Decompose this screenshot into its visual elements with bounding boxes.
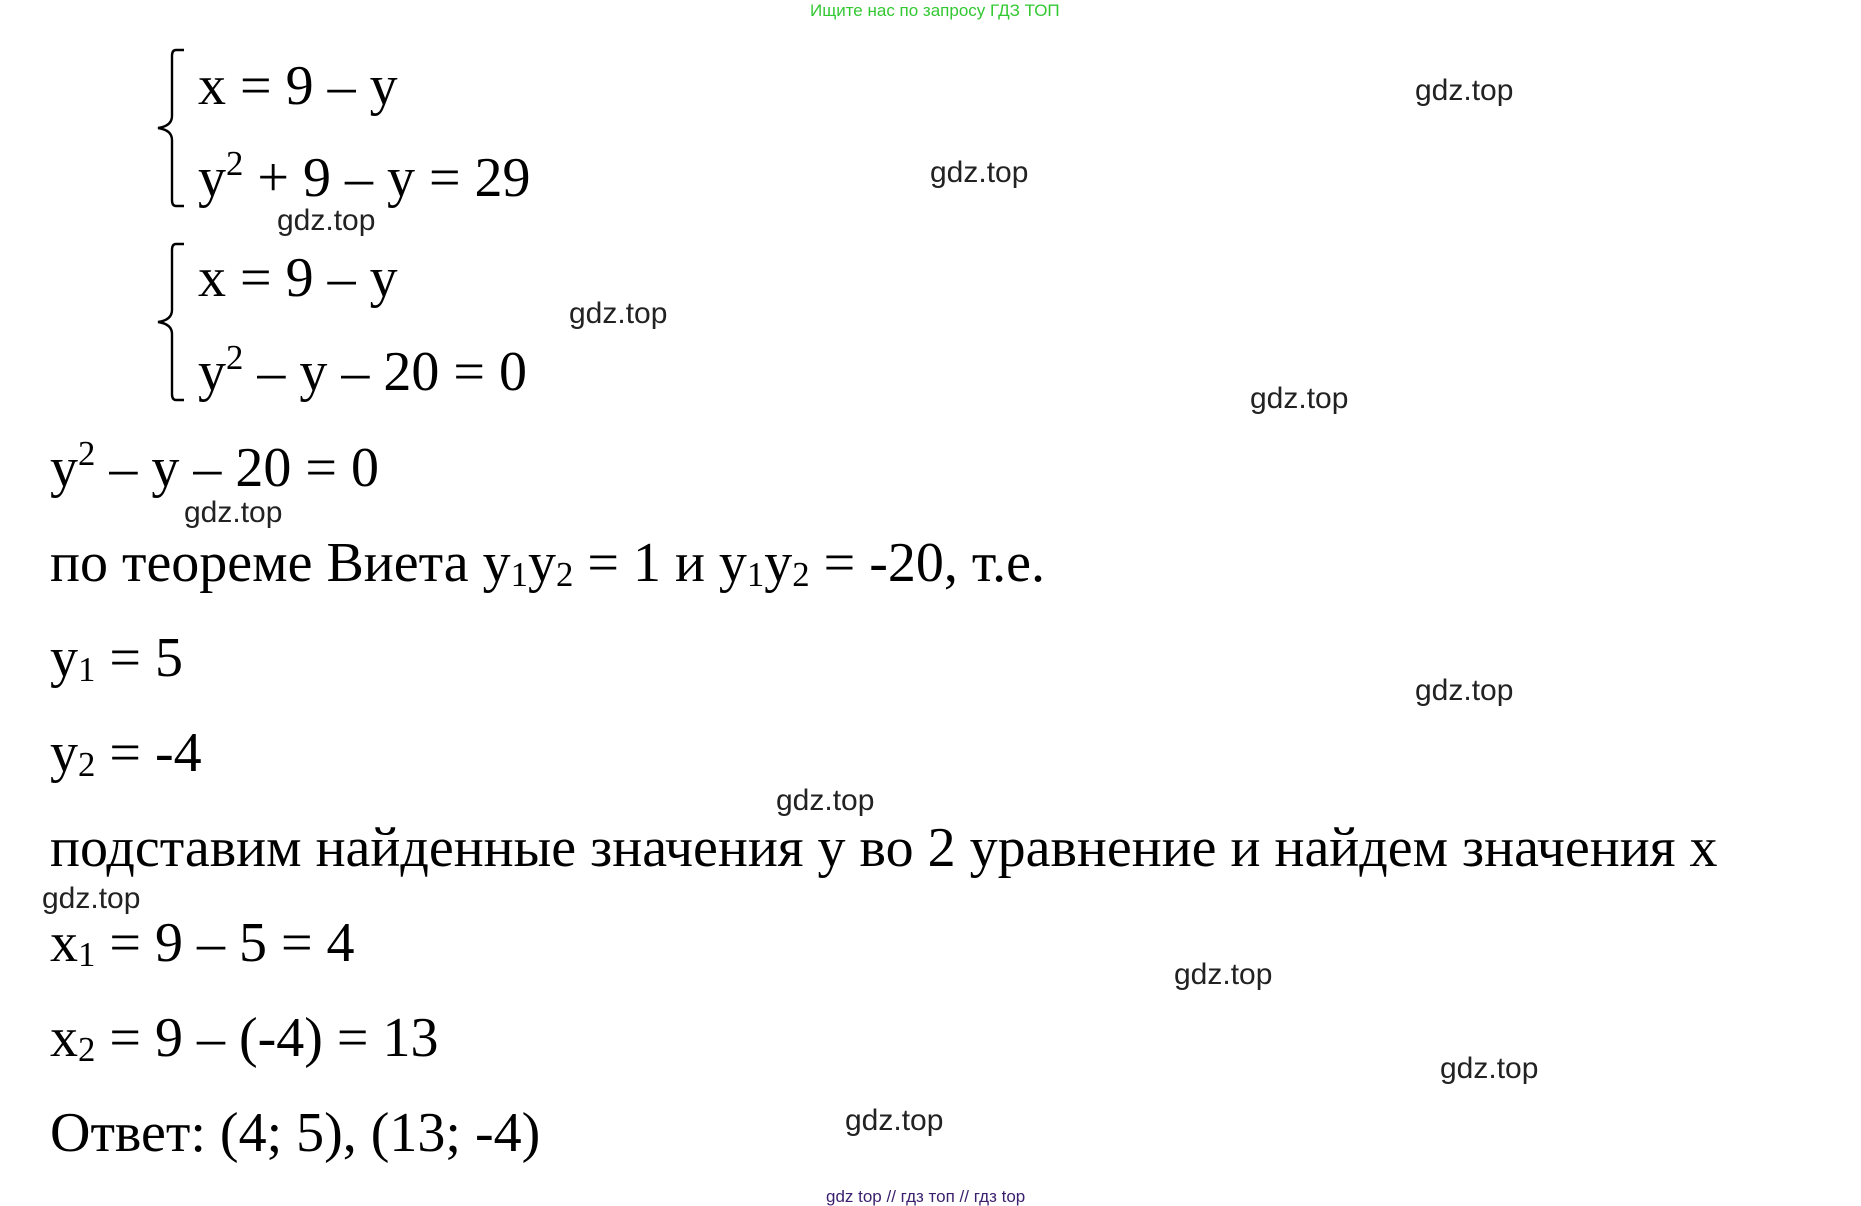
watermark: gdz.top: [930, 156, 1029, 189]
watermark: gdz.top: [1415, 674, 1514, 707]
footer-separator: //: [881, 1187, 901, 1206]
watermark: gdz.top: [277, 204, 376, 237]
system1-equation-1: x = 9 – y: [198, 55, 398, 117]
watermark: gdz.top: [776, 784, 875, 817]
watermark: gdz.top: [184, 496, 283, 529]
watermark: gdz.top: [1440, 1052, 1539, 1085]
value-x2: $x_2 = 9 - (-4) = 13$: [50, 1007, 439, 1070]
quadratic-equation: $y^2 - y - 20 = 0$: [50, 434, 379, 499]
system2-equation-1: x = 9 – y: [198, 247, 398, 309]
vieta-theorem-line: по теореме Виета $y_1y_2 = 1$ и $y_1y_2 = -20$, т.е.: [50, 532, 1045, 595]
watermark: gdz.top: [1250, 382, 1349, 415]
watermark: gdz.top: [845, 1104, 944, 1137]
header-search-link[interactable]: Ищите нас по запросу ГДЗ ТОП: [810, 1, 1060, 20]
root-y2: $y_2 = -4$: [50, 722, 202, 785]
value-x1: $x_1 = 9 - 5 = 4$: [50, 912, 355, 975]
footer-link-gdz-top[interactable]: gdz top: [826, 1187, 882, 1206]
answer-line: Ответ: (4; 5), (13; -4): [50, 1102, 541, 1164]
footer-separator: //: [954, 1187, 974, 1206]
system-brace-1: [150, 48, 190, 208]
system-brace-2: [150, 242, 190, 402]
watermark: gdz.top: [42, 882, 141, 915]
watermark: gdz.top: [1174, 958, 1273, 991]
watermark: gdz.top: [1415, 74, 1514, 107]
root-y1: $y_1 = 5$: [50, 627, 183, 690]
system1-equation-2: $y^2 + 9 - y = 29$: [198, 144, 531, 209]
substitution-text: подставим найденные значения y во 2 уравнение и найдем значения x: [50, 817, 1718, 879]
watermark: gdz.top: [569, 297, 668, 330]
footer-link-gdz-top-ru[interactable]: гдз топ: [900, 1187, 955, 1206]
footer-links: [826, 1188, 1025, 1205]
footer-link-gdz-top-mixed[interactable]: гдз top: [973, 1187, 1026, 1206]
system2-equation-2: $y^2 - y - 20 = 0$: [198, 338, 527, 403]
